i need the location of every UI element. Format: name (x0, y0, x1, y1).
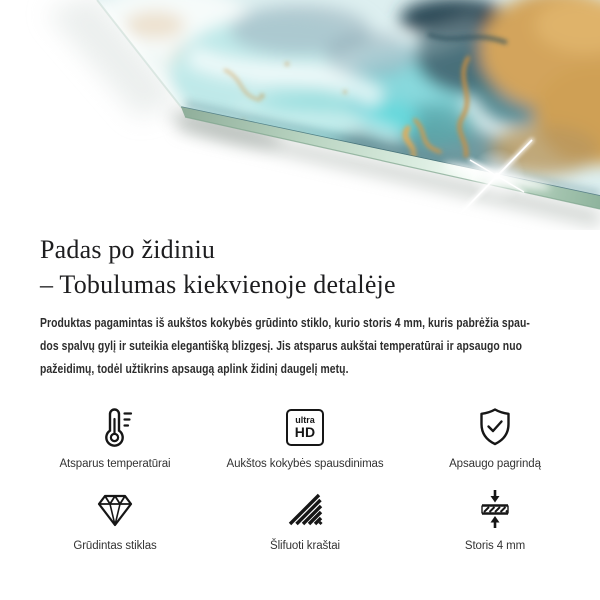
feature-label: Atsparus temperatūrai (59, 458, 171, 470)
page-title-line1: Padas po židiniu (40, 235, 216, 264)
feature-heat-resistant (20, 405, 210, 471)
product-info-section (0, 232, 600, 380)
feature-thickness (400, 487, 590, 553)
feature-grid (0, 405, 590, 553)
thermometer-icon (93, 405, 137, 449)
feature-label: Storis 4 mm (464, 540, 526, 552)
thickness-icon (473, 487, 517, 531)
product-photo (0, 0, 600, 230)
page-title (40, 232, 560, 302)
feature-label: Apsaugo pagrindą (449, 458, 541, 470)
description-line: dos spalvų gylį ir suteikia elegantišką blizgesį. Jis atsparus aukštai temperatūrai ir apsaugo nuo (40, 338, 523, 353)
glass-panel-render (0, 0, 600, 230)
description-line: pažeidimų, todėl užtikrins apsaugą aplink židinį daugelį metų. (40, 361, 349, 376)
description-line: Produktas pagamintas iš aukštos kokybės grūdinto stiklo, kurio storis 4 mm, kuris pabrėžia spau- (40, 315, 530, 330)
feature-print-quality (210, 405, 400, 471)
feature-label: Grūdintas stiklas (73, 540, 157, 552)
feature-protects-base (400, 405, 590, 471)
ultra-hd-badge-bottom: HD (294, 424, 316, 440)
product-description (40, 311, 530, 380)
feature-label: Šlifuoti kraštai (270, 540, 340, 552)
feature-polished-edges (210, 487, 400, 553)
page-title-line2: – Tobulumas kiekvienoje detalėje (40, 270, 396, 299)
shield-check-icon (473, 405, 517, 449)
diamond-icon (93, 487, 137, 531)
feature-tempered-glass (20, 487, 210, 553)
ultra-hd-badge-top: ultra (295, 415, 315, 425)
ultra-hd-icon (283, 405, 327, 449)
polished-edge-icon (283, 487, 327, 531)
feature-label: Aukštos kokybės spausdinimas (226, 458, 384, 470)
